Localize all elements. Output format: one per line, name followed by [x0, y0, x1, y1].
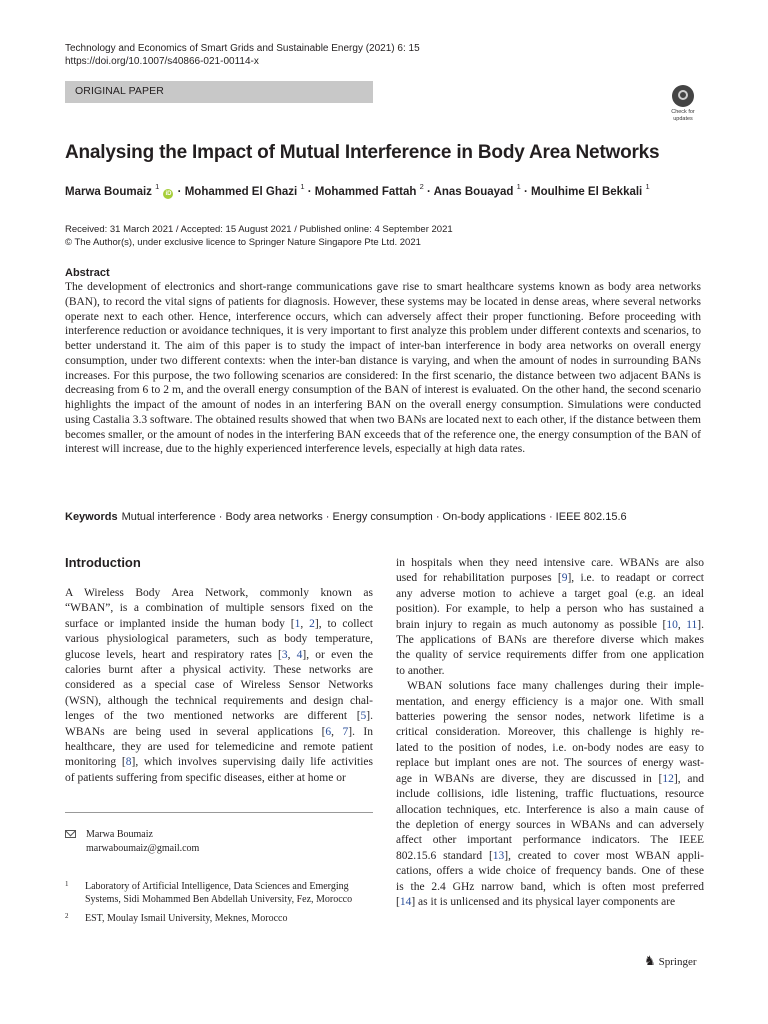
keywords-list: Mutual interference · Body area networks · Energy consumption · On-body applications · IEEE 802.15.6 [121, 511, 627, 523]
author-separator: · [423, 185, 434, 198]
journal-doi[interactable]: https://doi.org/10.1007/s40866-021-00114-x [65, 56, 259, 67]
citation-link[interactable]: 14 [399, 895, 412, 908]
text-run: WBAN solutions face many challenges during their imple- [407, 680, 704, 693]
journal-citation: Technology and Economics of Smart Grids and Sustainable Energy (2021) 6: 15 [65, 43, 420, 54]
text-run: the quality of service requirements differ from one application [396, 649, 704, 662]
citation-link[interactable]: 11 [686, 618, 698, 631]
publisher-name: Springer [658, 956, 697, 968]
text-run: ]. [366, 710, 373, 723]
text-run: 802.15.6 standard [ [396, 849, 493, 862]
affiliation-line: Systems, Sidi Mohammed Ben Abdellah University, Fez, Morocco [85, 894, 353, 905]
text-run: to another. [396, 664, 445, 677]
text-run: critical consideration. Moreover, this challenge is highly re- [396, 726, 704, 739]
text-run: ], to collect [314, 617, 373, 630]
publication-dates [65, 223, 453, 249]
text-line [65, 755, 373, 770]
author-name[interactable]: Mohammed Fattah [314, 185, 420, 198]
text-line [65, 709, 373, 724]
publisher-logo [644, 953, 697, 969]
text-line [396, 849, 704, 864]
text-run: glucose levels, heart and respiratory rates [ [65, 648, 282, 661]
author-name[interactable]: Mohammed El Ghazi [184, 185, 301, 198]
text-run: various physiological parameters, such as body temperature, [65, 633, 373, 646]
author-separator: · [520, 185, 532, 198]
springer-horse-icon: ♞ [644, 953, 656, 968]
crossmark-label: Check for updates [671, 109, 695, 122]
text-run: , [300, 617, 310, 630]
text-line [65, 694, 373, 709]
citation-link[interactable]: 7 [342, 725, 349, 738]
text-line [396, 864, 704, 879]
text-line [396, 664, 704, 679]
citation-link[interactable]: 13 [492, 849, 505, 862]
text-line [65, 663, 373, 678]
citation-link[interactable]: 1 [294, 617, 301, 630]
text-run: monitoring [ [65, 756, 126, 769]
text-line [396, 880, 704, 895]
body-column-left [65, 586, 373, 786]
text-line [65, 678, 373, 693]
text-run: ] as it is unlicensed and its physical layer components are [411, 895, 676, 908]
text-run: include collisions, idle listening, traffic fluctuations, resource [396, 788, 704, 801]
author-separator: · [174, 185, 185, 198]
text-run: healthcare, they are used for telemedicine and remote patient [65, 741, 373, 754]
author-separator: · [304, 185, 315, 198]
text-run: surface or implanted inside the human body [ [65, 617, 295, 630]
text-line [396, 695, 704, 710]
text-run: is the 2.4 GHz narrow band, which is often most preferred [396, 880, 704, 893]
text-line [396, 895, 704, 910]
text-line [65, 771, 373, 786]
text-run: ]. [697, 618, 704, 631]
text-run: cations, offers a wide choice of frequency bands. One of these [396, 865, 704, 878]
crossmark-icon [672, 85, 694, 107]
text-run: ], which involves supervising daily life activities [131, 756, 373, 769]
text-run: The applications of BANs are therefore diverse which makes [396, 634, 704, 647]
article-type-badge [65, 81, 373, 103]
text-run: of patients suffering from specific diseases, either at home or [65, 771, 346, 784]
correspondence-email[interactable]: marwaboumaiz@gmail.com [86, 843, 200, 854]
text-line [396, 587, 704, 602]
keywords-label: Keywords [65, 511, 118, 523]
affiliation-number: 1 [65, 880, 69, 888]
text-run: in hospitals when they need intensive care. WBANs are also [396, 557, 704, 569]
author-name[interactable]: Marwa Boumaiz [65, 185, 156, 198]
affiliation-line: EST, Moulay Ismail University, Meknes, Morocco [85, 913, 288, 924]
text-run: any adverse motion to achieve a target goal (e.g. an ideal [396, 587, 704, 600]
correspondence-name: Marwa Boumaiz [86, 829, 153, 840]
author-affiliation-mark: 2 [419, 182, 424, 191]
text-line [396, 741, 704, 756]
citation-link[interactable]: 5 [360, 710, 367, 723]
text-run: the depletion of energy sources in WBANs and can adversely [396, 818, 704, 831]
text-run: used for rehabilitation purposes [ [396, 572, 562, 585]
text-line [396, 710, 704, 725]
text-run: position). For example, to help a person who has sustained a [396, 603, 704, 616]
text-run: replace but implant ones are not. The sources of energy wast- [396, 757, 704, 770]
affiliation-line: Laboratory of Artificial Intelligence, Data Sciences and Emerging [85, 881, 349, 892]
citation-link[interactable]: 10 [666, 618, 678, 631]
text-line [65, 601, 373, 616]
author-affiliation-mark: 1 [516, 182, 521, 191]
author-name[interactable]: Moulhime El Bekkali [531, 185, 646, 198]
text-run: lated to the position of nodes, i.e. on-body nodes are easy to [396, 741, 704, 754]
envelope-icon [65, 830, 76, 838]
author-list [65, 183, 650, 199]
text-run: , [331, 725, 343, 738]
article-type-label: ORIGINAL PAPER [75, 85, 164, 97]
text-line [396, 633, 704, 648]
text-run: lenges of the two mentioned networks are different [ [65, 710, 361, 723]
citation-link[interactable]: 4 [296, 648, 303, 661]
text-run: , [677, 618, 687, 631]
text-run: WBANs are being used in several applications [ [65, 725, 326, 738]
text-run: , [287, 648, 297, 661]
text-run: ]. In [348, 725, 373, 738]
abstract-text: The development of electronics and short-range communications gave rise to smart healthcare systems known as body area networks (BAN), to record the vital signs of patients for diagnosis. However, these systems may be located in dense areas, where several networks operate next to each other. Hence, interference occurs, which can adversely affect their proper functioning. Before proceeding with interference reduction or avoidance techniques, it is very important to first analyze this problem under different contexts and scenarios, to better understand it. The aim of this paper is to study the impact of inter-ban interference in body area networks on overall energy consumption, under two different contexts: when the inter-ban distance is varying, and when the amount of nodes in surrounding BANs increases. For this purpose, the two following scenarios are considered: In the first scenario, the distance between two adjacent BANs is decreasing from 6 to 2 m, and the overall energy consumption of the BAN of interest is evaluated. On the other hand, the second scenario highlights the impact of the amount of nodes in an interfering BAN on the overall energy consumption. Simulations were conducted using Castalia 3.3 software. The obtained results showed that when two BANs are located next to each other, if the distance between them becomes smaller, or the amount of nodes in the interfering BAN exceeds that of the reference one, the energy consumption of the BAN of interest will increase, due to the highly experienced interference levels, especially at high data rates. [65, 281, 701, 456]
citation-link[interactable]: 2 [309, 617, 315, 630]
text-run: A Wireless Body Area Network, commonly known as [65, 587, 373, 599]
text-line [65, 725, 373, 740]
text-line [396, 648, 704, 663]
citation-link[interactable]: 3 [281, 648, 288, 661]
text-line [65, 632, 373, 647]
footnote-divider [65, 812, 373, 813]
author-name[interactable]: Anas Bouayad [433, 185, 517, 198]
author-affiliation-mark: 1 [645, 182, 650, 191]
text-line [396, 833, 704, 848]
text-run: calories burnt after a physical activity. These networks are [65, 664, 373, 677]
dates-line: Received: 31 March 2021 / Accepted: 15 August 2021 / Published online: 4 September 2021 [65, 224, 453, 235]
text-line [396, 756, 704, 771]
text-run: ], created to cover most WBAN appli- [504, 849, 704, 862]
abstract-heading: Abstract [65, 267, 110, 279]
text-line [396, 787, 704, 802]
text-line [396, 725, 704, 740]
text-line [396, 571, 704, 586]
text-line [396, 556, 704, 571]
introduction-heading: Introduction [65, 555, 141, 570]
citation-link[interactable]: 12 [662, 772, 674, 785]
text-run: allocation techniques, etc. Interference is also a main cause of [396, 803, 704, 816]
author-affiliation-mark: 1 [155, 182, 160, 191]
text-line [396, 772, 704, 787]
text-run: brain injury to regain as much autonomy as possible [ [396, 618, 667, 631]
affiliation-number: 2 [65, 912, 69, 920]
text-run: ], or even the [302, 648, 374, 661]
citation-link[interactable]: 6 [325, 725, 332, 738]
text-run: (WSN), although the technical requirements and design chal- [65, 694, 373, 707]
text-run: mentation, and energy efficiency is a major one. With small [396, 695, 704, 708]
text-run: affect other important performance indicators. The IEEE [396, 834, 704, 847]
keywords [65, 511, 627, 523]
text-line [65, 586, 373, 601]
text-run: “WBAN”, is a combination of multiple sensors fixed on the [65, 602, 373, 615]
orcid-icon[interactable]: iD [165, 190, 172, 197]
text-run: considered as a special case of Wireless Sensor Networks [65, 679, 373, 692]
citation-link[interactable]: 9 [561, 572, 568, 585]
text-run: ], and [673, 772, 705, 785]
text-run: [ [396, 895, 400, 908]
text-line [396, 818, 704, 833]
text-line [396, 618, 704, 633]
text-run: batteries powering the sensor nodes, network lifetime is a [396, 711, 704, 724]
text-run: ], i.e. to readapt or correct [567, 572, 704, 585]
journal-header [65, 42, 420, 68]
text-line [396, 679, 704, 694]
paper-title: Analysing the Impact of Mutual Interference in Body Area Networks [65, 142, 660, 163]
body-column-right [396, 556, 704, 910]
text-line [396, 602, 704, 617]
author-affiliation-mark: 1 [300, 182, 305, 191]
citation-link[interactable]: 8 [125, 756, 132, 769]
text-run: age in WBANs are diverse, they are discussed in [ [396, 772, 663, 785]
copyright-line: © The Author(s), under exclusive licence to Springer Nature Singapore Pte Ltd. 2021 [65, 237, 421, 248]
text-line [65, 617, 373, 632]
text-line [65, 740, 373, 755]
text-line [396, 803, 704, 818]
check-for-updates-button[interactable] [664, 84, 702, 124]
text-line [65, 648, 373, 663]
